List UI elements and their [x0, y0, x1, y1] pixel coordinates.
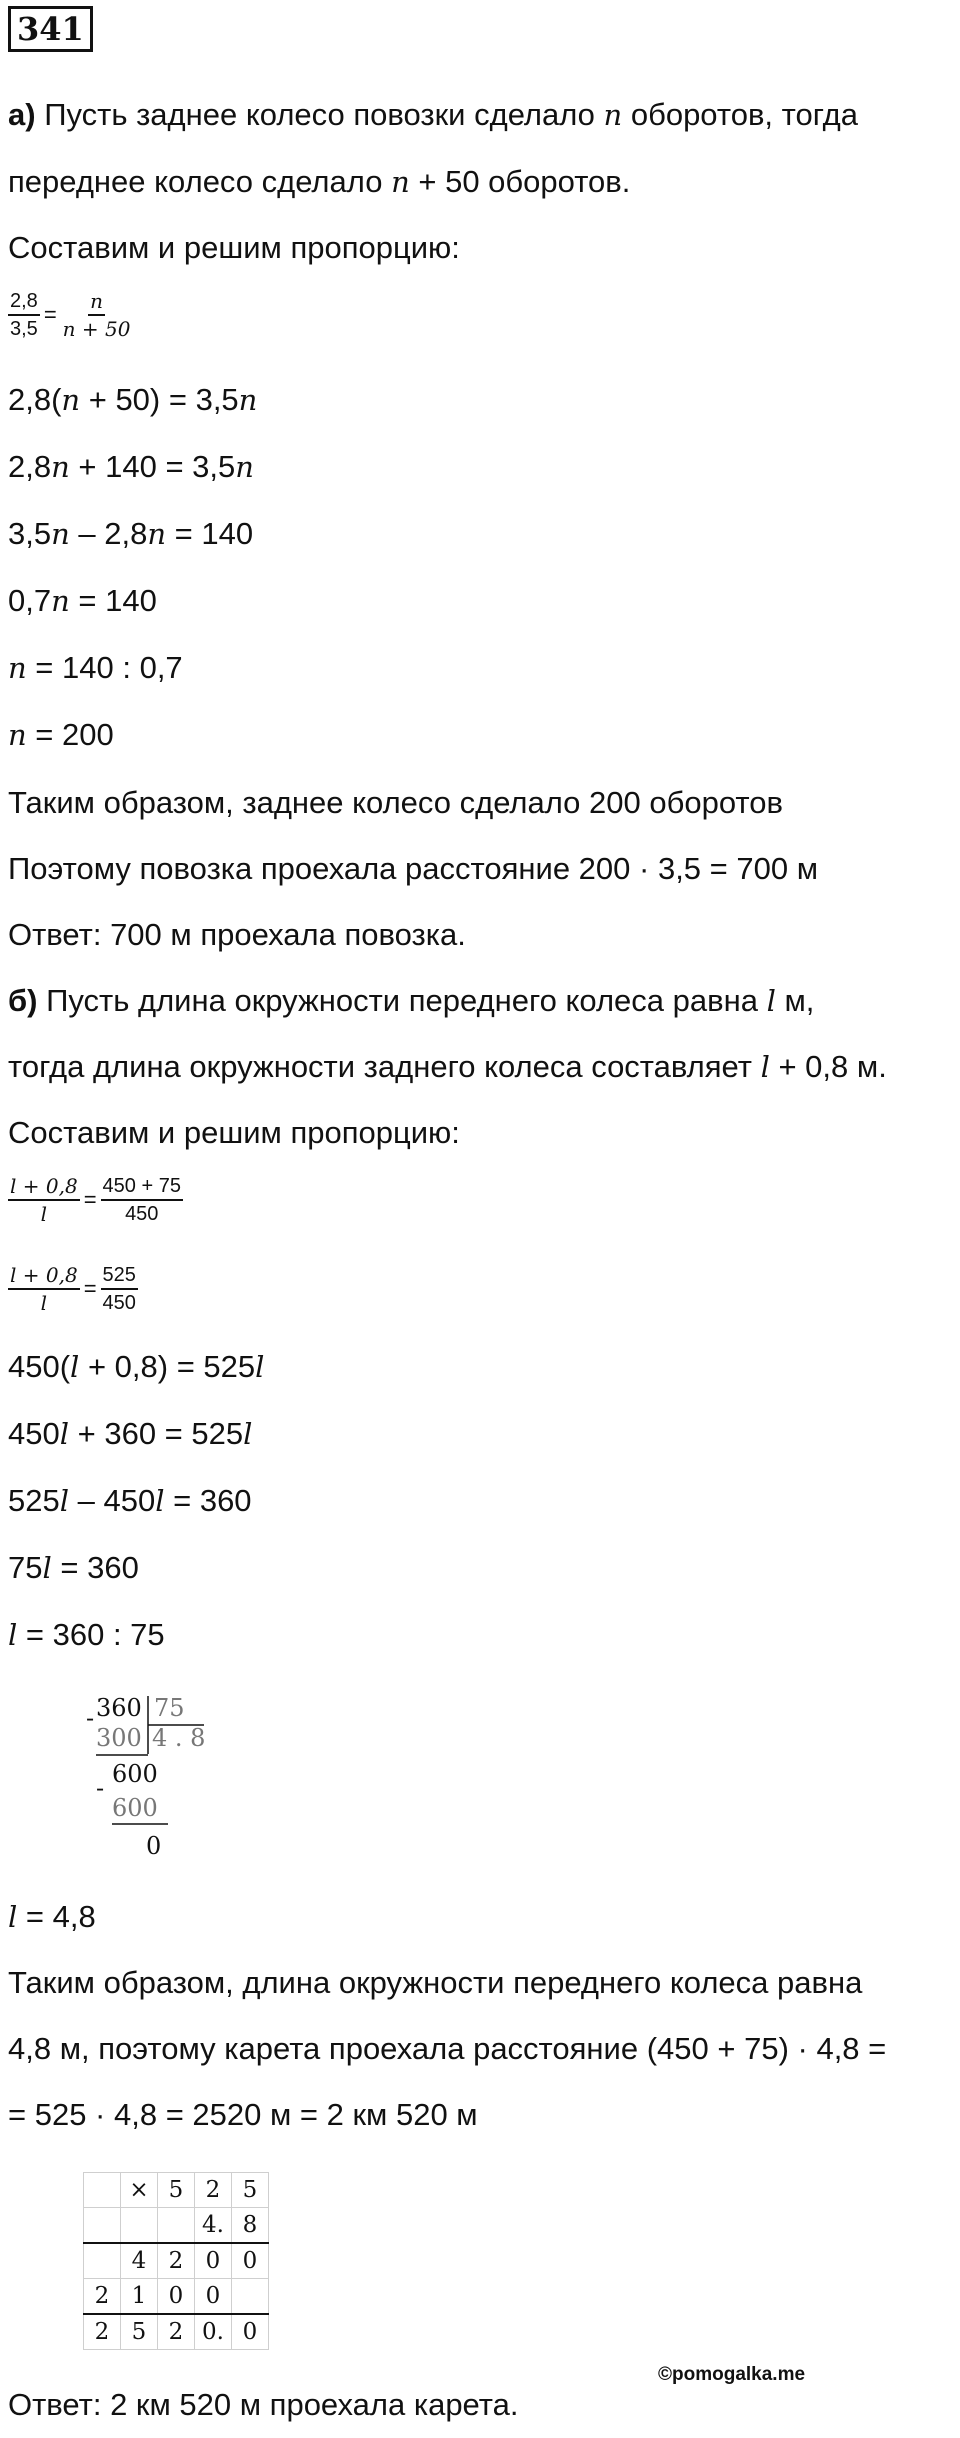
grid-cell: 5 [121, 2314, 158, 2350]
text: Пусть заднее колесо повозки сделало [44, 97, 604, 132]
text: + 50 оборотов. [409, 164, 631, 199]
text: + 360 = 525 [69, 1416, 244, 1451]
text: + 140 = 3,5 [69, 449, 236, 484]
var-l: l [766, 984, 776, 1018]
minus-sign: - [86, 1704, 95, 1732]
variable: n [51, 450, 70, 484]
grid-row [84, 2243, 269, 2279]
division-lines [84, 1694, 244, 1874]
text: = 140 : 0,7 [26, 650, 183, 685]
divisor: 75 [154, 1694, 185, 1722]
grid-cell: 4 [121, 2243, 158, 2279]
text: м, [775, 983, 815, 1018]
part-a-line2 [8, 162, 630, 202]
variable: n [8, 651, 27, 685]
watermark: ©pomogalka.me [658, 2364, 806, 2385]
grid-row [84, 2208, 269, 2244]
variable: l [59, 1417, 70, 1451]
equation-step [8, 715, 114, 755]
frac-den: 450 [125, 1203, 159, 1225]
equals: = [43, 302, 57, 327]
grid-row [84, 2279, 269, 2315]
part-a-conclusion2: Поэтому повозка проехала расстояние 200 · 3,5 = 700 м [8, 851, 819, 886]
text: = 360 [164, 1483, 252, 1518]
variable: l [42, 1551, 52, 1585]
variable: l [255, 1350, 265, 1384]
grid-cell: 5 [158, 2173, 195, 2208]
equation-step [8, 1481, 252, 1521]
equation-step [8, 1414, 252, 1454]
equation-step [8, 380, 257, 420]
equation-step [8, 581, 157, 621]
text: – 2,8 [69, 516, 148, 551]
text: 0,7 [8, 583, 52, 618]
grid-cell: 2 [195, 2173, 232, 2208]
text: 2,8( [8, 382, 62, 417]
grid-cell: 8 [232, 2208, 269, 2244]
part-b-proportion1 [8, 1173, 183, 1227]
grid-cell [232, 2279, 269, 2315]
subtrahend: 300 [96, 1724, 142, 1752]
variable: n [51, 584, 70, 618]
equation-step [8, 1347, 264, 1387]
grid-row [84, 2173, 269, 2208]
grid-cell: 2 [158, 2314, 195, 2350]
part-b-conclusion3: = 525 · 4,8 = 2520 м = 2 км 520 м [8, 2097, 478, 2132]
part-b-label: б) [8, 983, 38, 1018]
equation-step [8, 1548, 139, 1588]
text: = 200 [26, 717, 114, 752]
variable: l [59, 1484, 70, 1518]
text: 450 [8, 1416, 60, 1451]
frac-den: n + 50 [62, 317, 131, 341]
part-a-line1 [8, 95, 858, 135]
part-b-intro: Составим и решим пропорцию: [8, 1115, 460, 1150]
text: + 50) = 3,5 [80, 382, 239, 417]
variable: l [70, 1350, 80, 1384]
part-b-conclusion1: Таким образом, длина окружности переднего колеса равна [8, 1965, 863, 2000]
text: = 360 : 75 [17, 1617, 165, 1652]
equation-step [8, 447, 254, 487]
part-b-line1 [8, 981, 814, 1021]
part-b-answer: Ответ: 2 км 520 м проехала карета. [8, 2387, 519, 2422]
equals: = [83, 1276, 97, 1301]
grid-cell: 4. [195, 2208, 232, 2244]
multiplication-grid [83, 2172, 269, 2350]
text: – 450 [69, 1483, 156, 1518]
text: 3,5 [8, 516, 52, 551]
frac-num: 2,8 [8, 288, 40, 316]
var-l: l [760, 1050, 770, 1084]
grid-cell [84, 2173, 121, 2208]
variable: n [238, 383, 258, 417]
equation-step [8, 514, 253, 554]
text: 525 [8, 1483, 60, 1518]
variable: n [51, 517, 70, 551]
part-a-conclusion1: Таким образом, заднее колесо сделало 200 оборотов [8, 785, 783, 820]
grid-cell: 0 [195, 2243, 232, 2279]
remainder: 600 [112, 1760, 158, 1788]
text: переднее колесо сделало [8, 164, 392, 199]
frac-num: 525 [101, 1262, 138, 1290]
frac-den: l [40, 1291, 48, 1315]
equals: = [83, 1187, 97, 1212]
frac-num: 450 + 75 [101, 1173, 183, 1201]
grid-cell: 0. [195, 2314, 232, 2350]
grid-cell: × [121, 2173, 158, 2208]
var-n: n [391, 165, 410, 199]
grid-cell: 5 [232, 2173, 269, 2208]
part-a-intro: Составим и решим пропорцию: [8, 230, 460, 265]
variable: n [147, 517, 167, 551]
part-b-result [8, 1897, 96, 1937]
grid-cell: 2 [84, 2314, 121, 2350]
frac-den: 3,5 [10, 318, 38, 340]
text: оборотов, тогда [622, 97, 858, 132]
grid-row [84, 2314, 269, 2350]
part-b-conclusion2: 4,8 м, поэтому карета проехала расстояние (450 + 75) · 4,8 = [8, 2031, 887, 2066]
text: = 140 [166, 516, 254, 551]
variable: l [8, 1618, 18, 1652]
part-a-proportion [8, 288, 132, 342]
variable: n [235, 450, 254, 484]
var-n: n [603, 98, 623, 132]
var-l: l [8, 1900, 18, 1934]
frac-num: n [88, 288, 105, 316]
grid-cell: 2 [84, 2279, 121, 2315]
text: 75 [8, 1550, 43, 1585]
text: 2,8 [8, 449, 52, 484]
text: = 140 [69, 583, 157, 618]
text: + 0,8) = 525 [79, 1349, 256, 1384]
frac-den: 450 [102, 1292, 136, 1314]
equation-step [8, 648, 183, 688]
frac-num: l + 0,8 [8, 1262, 80, 1290]
text: Пусть длина окружности переднего колеса равна [46, 983, 767, 1018]
grid-cell: 0 [232, 2243, 269, 2279]
dividend: 360 [96, 1694, 142, 1722]
part-a-answer: Ответ: 700 м проехала повозка. [8, 917, 466, 952]
text: тогда длина окружности заднего колеса составляет [8, 1049, 761, 1084]
grid-cell [121, 2208, 158, 2244]
grid-cell: 0 [158, 2279, 195, 2315]
grid-cell [84, 2208, 121, 2244]
part-b-proportion2 [8, 1262, 138, 1316]
long-division [84, 1694, 244, 1874]
remainder: 0 [146, 1832, 162, 1860]
grid-cell: 1 [121, 2279, 158, 2315]
part-b-line2 [8, 1047, 887, 1087]
text: = 360 [51, 1550, 139, 1585]
variable: n [61, 383, 81, 417]
subtrahend: 600 [112, 1794, 158, 1822]
minus-sign: - [96, 1774, 105, 1802]
quotient: 4 . 8 [152, 1724, 206, 1752]
frac-num: l + 0,8 [8, 1173, 80, 1201]
variable: n [8, 718, 27, 752]
grid-cell: 0 [232, 2314, 269, 2350]
text: = 4,8 [17, 1899, 96, 1934]
grid-cell [84, 2243, 121, 2279]
grid-cell: 0 [195, 2279, 232, 2315]
grid-cell: 2 [158, 2243, 195, 2279]
text: + 0,8 м. [769, 1049, 887, 1084]
variable: l [243, 1417, 253, 1451]
frac-den: l [40, 1202, 48, 1226]
text: 450( [8, 1349, 71, 1384]
part-a-label: а) [8, 97, 36, 132]
equation-step [8, 1615, 165, 1655]
variable: l [155, 1484, 165, 1518]
grid-cell [158, 2208, 195, 2244]
problem-number: 341 [8, 6, 93, 52]
